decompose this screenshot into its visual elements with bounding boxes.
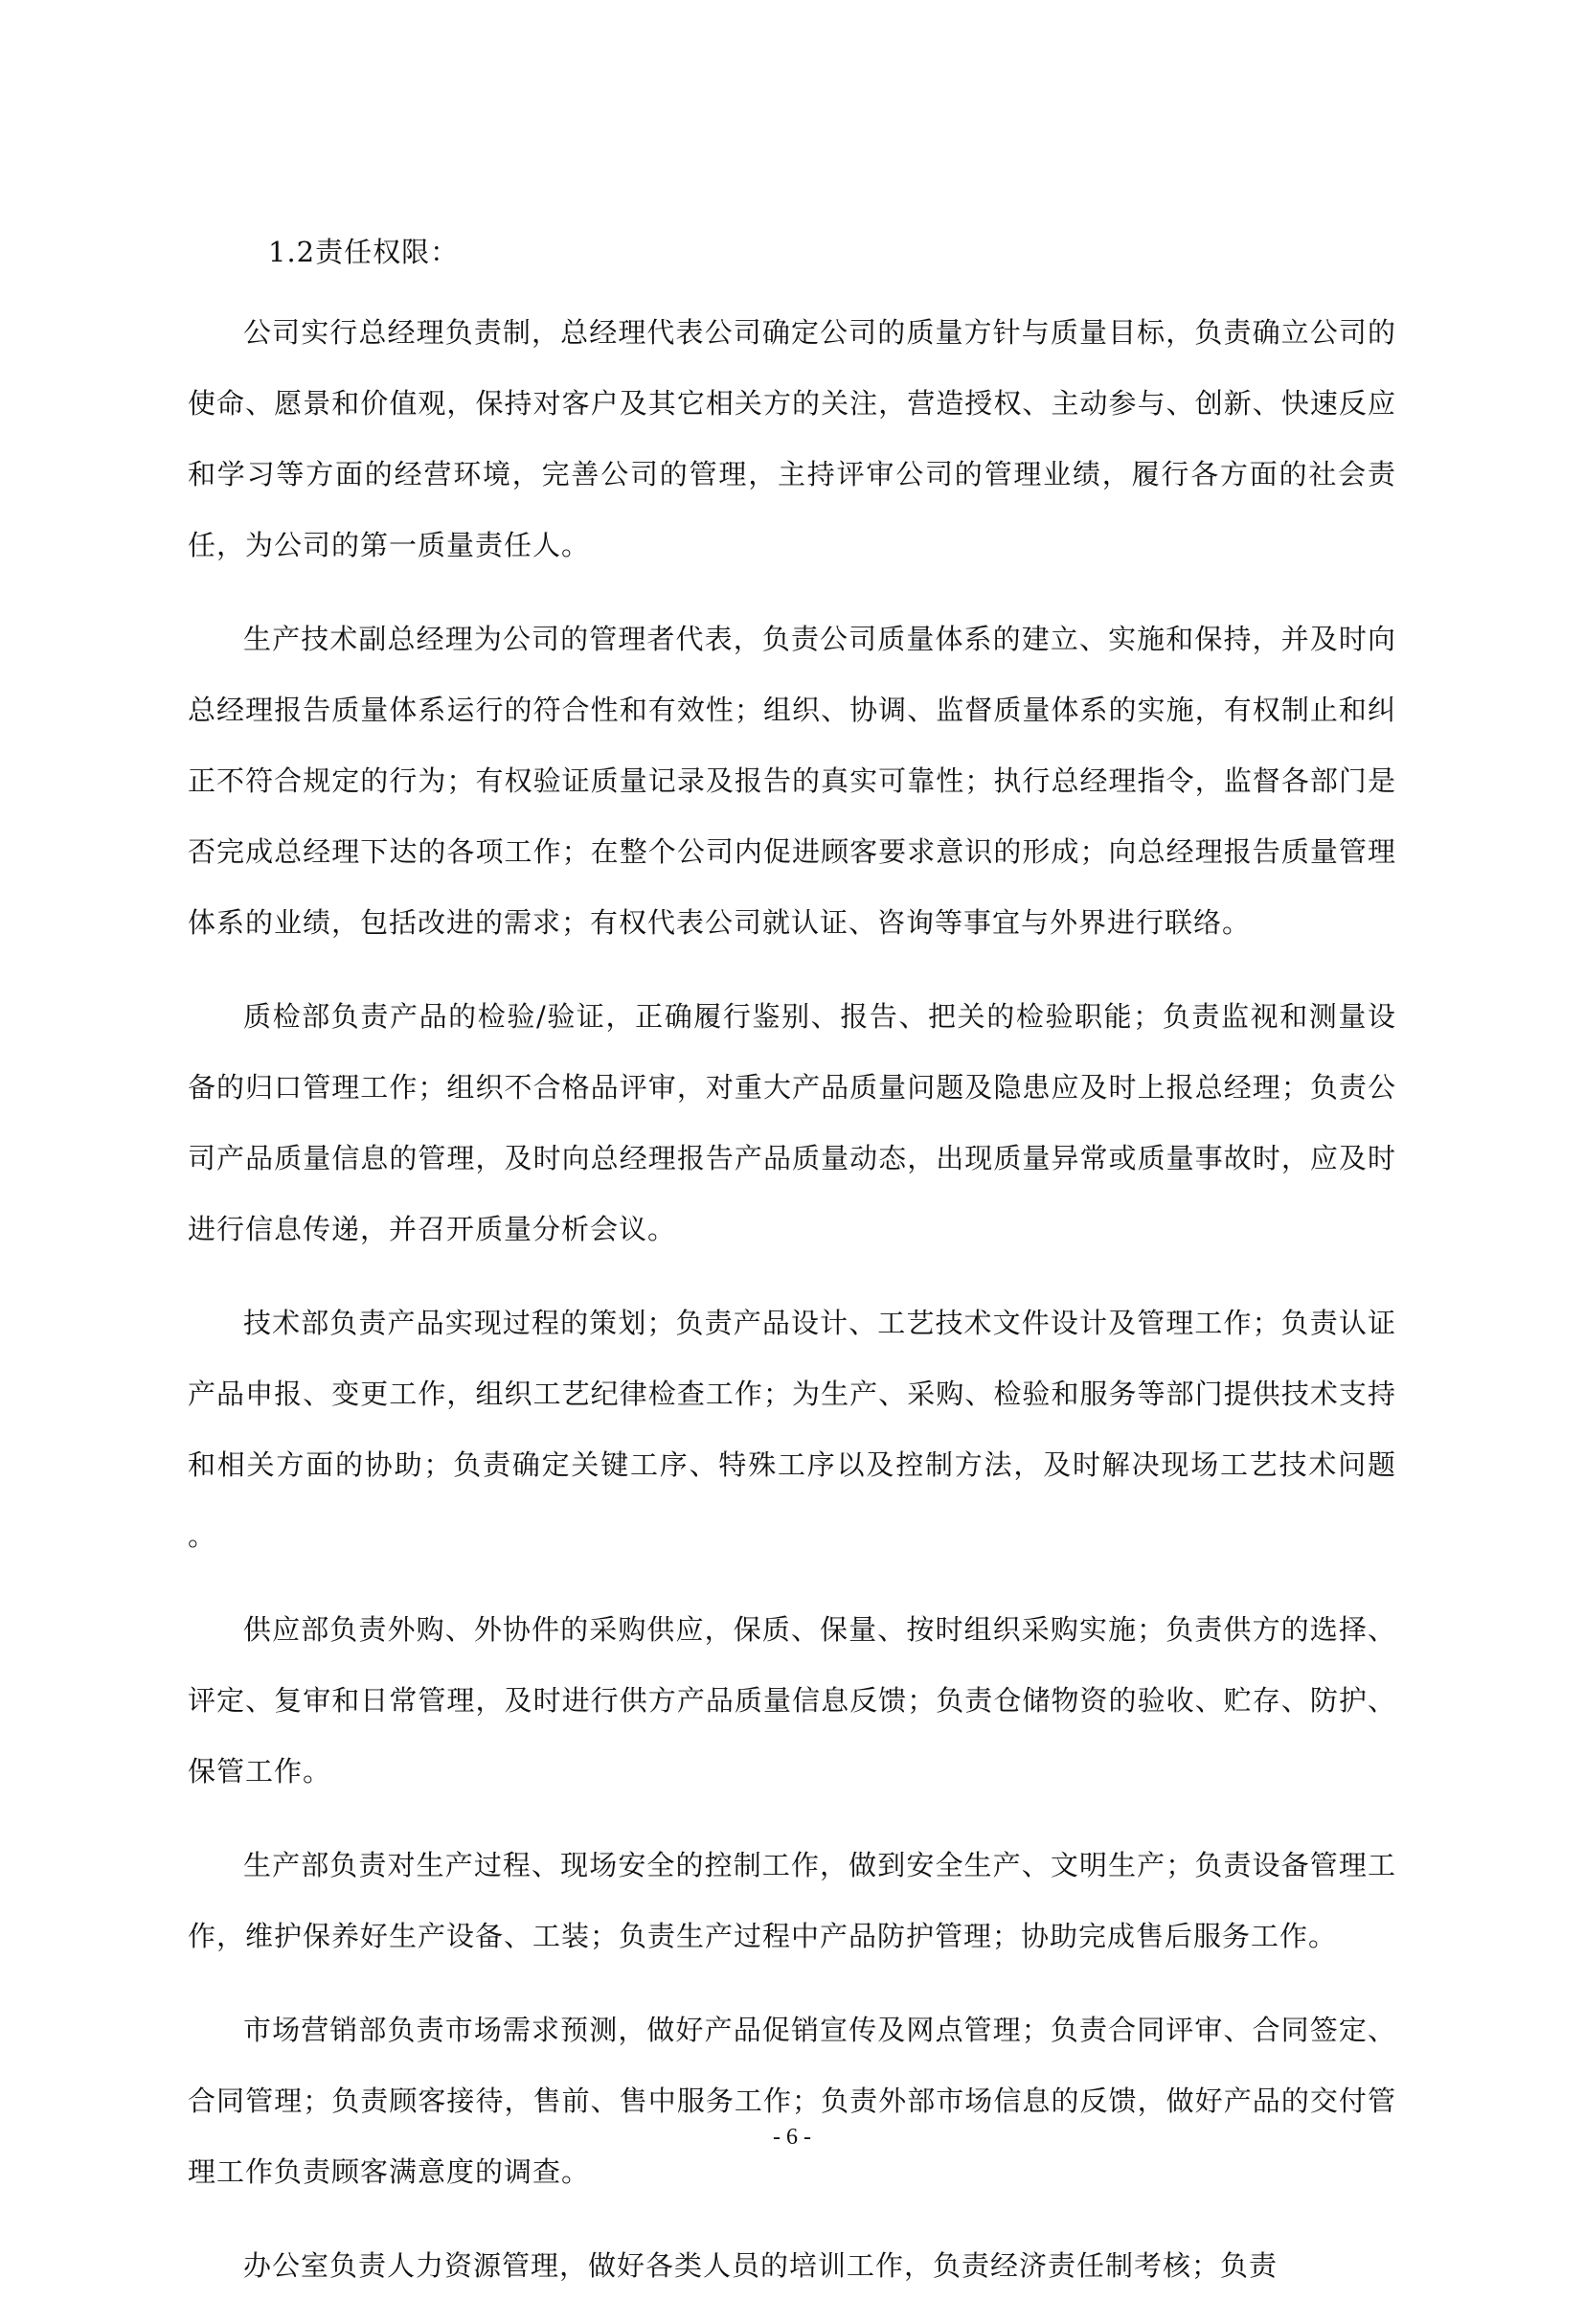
- document-body: [188, 218, 1396, 2324]
- section-heading: 1.2责任权限：: [268, 236, 460, 268]
- paragraph-technology-dept: 技术部负责产品实现过程的策划；负责产品设计、工艺技术文件设计及管理工作；负责认证产品申报、变更工作，组织工艺纪律检查工作；为生产、采购、检验和服务等部门提供技术支持和相关方面的协助；负责确定关键工序、特殊工序以及控制方法，及时解决现场工艺技术问题 。: [188, 1307, 1396, 1552]
- paragraph-office: 办公室负责人力资源管理，做好各类人员的培训工作，负责经济责任制考核；负责: [243, 2249, 1279, 2282]
- paragraph-marketing-dept: 市场营销部负责市场需求预测，做好产品促销宣传及网点管理；负责合同评审、合同签定、合同管理；负责顾客接待，售前、售中服务工作；负责外部市场信息的反馈，做好产品的交付管理工作负责顾客满意度的调查。: [188, 2014, 1396, 2188]
- paragraph-general-manager: 公司实行总经理负责制，总经理代表公司确定公司的质量方针与质量目标，负责确立公司的使命、愿景和价值观，保持对客户及其它相关方的关注，营造授权、主动参与、创新、快速反应和学习等方面的经营环境，完善公司的管理，主持评审公司的管理业绩，履行各方面的社会责任，为公司的第一质量责任人。: [188, 316, 1396, 561]
- paragraph-quality-inspection-dept: 质检部负责产品的检验/验证，正确履行鉴别、报告、把关的检验职能；负责监视和测量设备的归口管理工作；组织不合格品评审，对重大产品质量问题及隐患应及时上报总经理；负责公司产品质量信息的管理，及时向总经理报告产品质量动态，出现质量异常或质量事故时，应及时进行信息传递，并召开质量分析会议。: [188, 1000, 1396, 1245]
- paragraph-production-dept: 生产部负责对生产过程、现场安全的控制工作，做到安全生产、文明生产；负责设备管理工作，维护保养好生产设备、工装；负责生产过程中产品防护管理；协助完成售后服务工作。: [188, 1849, 1396, 1952]
- page-number: - 6 -: [773, 2125, 811, 2150]
- paragraph-deputy-general-manager: 生产技术副总经理为公司的管理者代表，负责公司质量体系的建立、实施和保持，并及时向总经理报告质量体系运行的符合性和有效性；组织、协调、监督质量体系的实施，有权制止和纠正不符合规定的行为；有权验证质量记录及报告的真实可靠性；执行总经理指令，监督各部门是否完成总经理下达的各项工作；在整个公司内促进顾客要求意识的形成；向总经理报告质量管理体系的业绩，包括改进的需求；有权代表公司就认证、咨询等事宜与外界进行联络。: [188, 623, 1396, 939]
- paragraph-supply-dept: 供应部负责外购、外协件的采购供应，保质、保量、按时组织采购实施；负责供方的选择、评定、复审和日常管理，及时进行供方产品质量信息反馈；负责仓储物资的验收、贮存、防护、保管工作。: [188, 1613, 1396, 1788]
